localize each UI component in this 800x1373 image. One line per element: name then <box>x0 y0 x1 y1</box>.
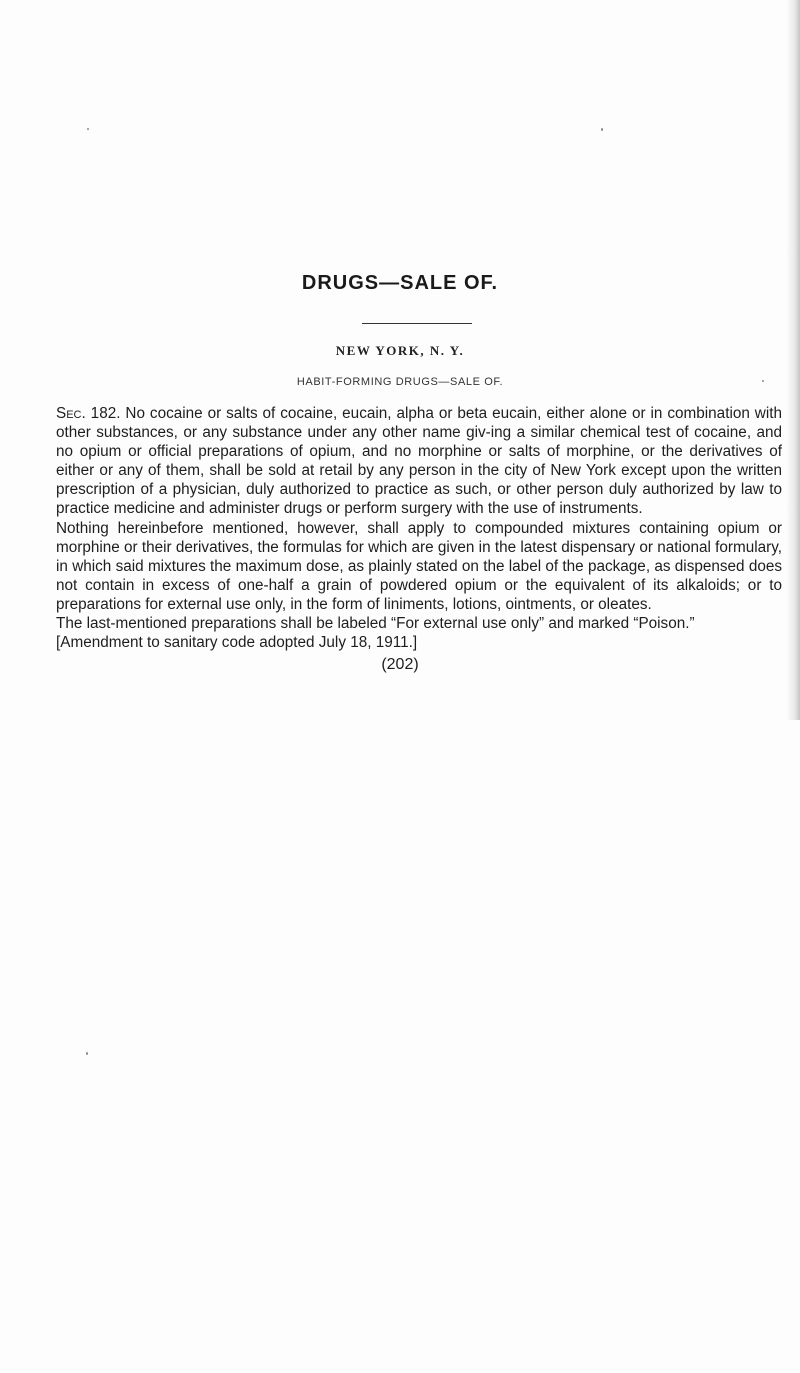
section-heading: HABIT-FORMING DRUGS—SALE OF. <box>296 376 504 388</box>
paragraph-text: Nothing hereinbefore mentioned, however, shall apply to compounded mixtures containing opium or morphine or their derivatives, the formulas for which are given in the latest dispensary or national formulary, in which said mixtures the maximum dose, as plainly stated on the label of the package, as dispensed does not contain in excess of one-half a grain of powdered opium or the equivalent of its alkaloids; or to preparations for external use only, in the form of liniments, lotions, ointments, or oleates. <box>56 519 782 613</box>
statute-body <box>56 404 782 652</box>
section-number: Sec. 182. <box>56 405 121 422</box>
page-edge-shadow <box>786 0 800 720</box>
paragraph-text: No cocaine or salts of cocaine, eucain, alpha or beta eucain, either alone or in combination with other substances, or any substance under any other name giv-ing a similar chemical test of cocaine, and no opium or official preparations of opium, and no morphine or salts of morphine, or the derivatives of either or any of them, shall be sold at retail by any person in the city of New York except upon the written prescription of a physician, duly authorized to practice as such, or other person duly authorized by law to practice medicine and administer drugs or perform surgery with the use of instruments. <box>56 405 783 518</box>
print-speck <box>601 128 603 131</box>
paragraph-text: [Amendment to sanitary code adopted July 18, 1911.] <box>56 634 418 652</box>
paragraph-labeling <box>56 614 782 633</box>
print-speck <box>86 1052 88 1055</box>
paragraph-amendment-note <box>56 633 782 652</box>
print-speck <box>87 128 89 130</box>
paragraph-exceptions <box>56 519 782 614</box>
paragraph-section-182 <box>56 404 782 519</box>
title-divider <box>362 323 472 324</box>
state-heading: NEW YORK, N. Y. <box>335 343 465 358</box>
paragraph-text: The last-mentioned preparations shall be labeled “For external use only” and marked “Poison.” <box>56 615 695 633</box>
page-title: DRUGS—SALE OF. <box>301 272 499 294</box>
page-number: (202) <box>381 656 419 673</box>
